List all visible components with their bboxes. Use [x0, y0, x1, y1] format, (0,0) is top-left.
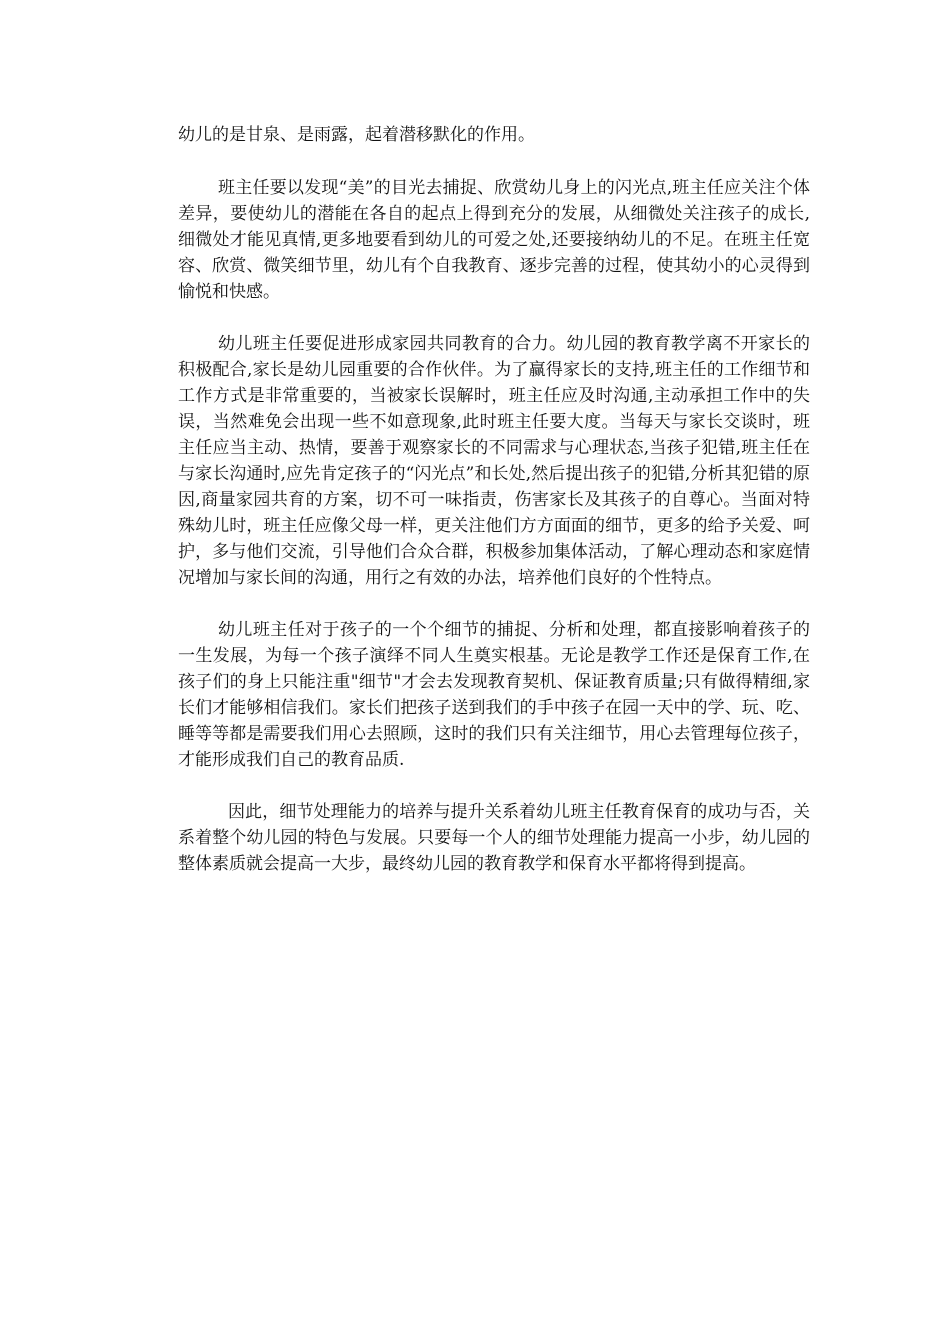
document-body	[178, 122, 810, 903]
paragraph-intro: 幼儿的是甘泉、是雨露，起着潜移默化的作用。	[178, 125, 535, 145]
paragraph-conclusion: 因此，细节处理能力的培养与提升关系着幼儿班主任教育保育的成功与否，关系着整个幼儿园的特色与发展。只要每一个人的细节处理能力提高一小步，幼儿园的整体素质就会提高一大步，最终幼儿园的教育教学和保育水平都将得到提高。	[178, 802, 810, 874]
paragraph-appreciation: 班主任要以发现“美”的目光去捕捉、欣赏幼儿身上的闪光点,班主任应关注个体差异，要使幼儿的潜能在各自的起点上得到充分的发展，从细微处关注孩子的成长,细微处才能见真情,更多地要看到幼儿的可爱之处,还要接纳幼儿的不足。在班主任宽容、欣赏、微笑细节里，幼儿有个自我教育、逐步完善的过程，使其幼小的心灵得到愉悦和快感。	[178, 178, 810, 302]
paragraph-home-school: 幼儿班主任要促进形成家园共同教育的合力。幼儿园的教育教学离不开家长的积极配合,家长是幼儿园重要的合作伙伴。为了赢得家长的支持,班主任的工作细节和工作方式是非常重要的，当被家长误解时，班主任应及时沟通,主动承担工作中的失误，当然难免会出现一些不如意现象,此时班主任要大度。当每天与家长交谈时，班主任应当主动、热情，要善于观察家长的不同需求与心理状态,当孩子犯错,班主任在与家长沟通时,应先肯定孩子的“闪光点”和长处,然后提出孩子的犯错,分析其犯错的原因,商量家园共育的方案，切不可一味指责，伤害家长及其孩子的自尊心。当面对特殊幼儿时，班主任应像父母一样，更关注他们方方面面的细节，更多的给予关爱、呵护，多与他们交流，引导他们合众合群，积极参加集体活动，了解心理动态和家庭情况增加与家长间的沟通，用行之有效的办法，培养他们良好的个性特点。	[178, 334, 810, 588]
paragraph-details: 幼儿班主任对于孩子的一个个细节的捕捉、分析和处理，都直接影响着孩子的一生发展，为每一个孩子演绎不同人生奠实根基。无论是教学工作还是保育工作,在孩子们的身上只能注重"细节"才会去发现教育契机、保证教育质量;只有做得精细,家长们才能够相信我们。家长们把孩子送到我们的手中孩子在园一天中的学、玩、吃、睡等等都是需要我们用心去照顾，这时的我们只有关注细节，用心去管理每位孩子，才能形成我们自己的教育品质.	[178, 620, 810, 770]
